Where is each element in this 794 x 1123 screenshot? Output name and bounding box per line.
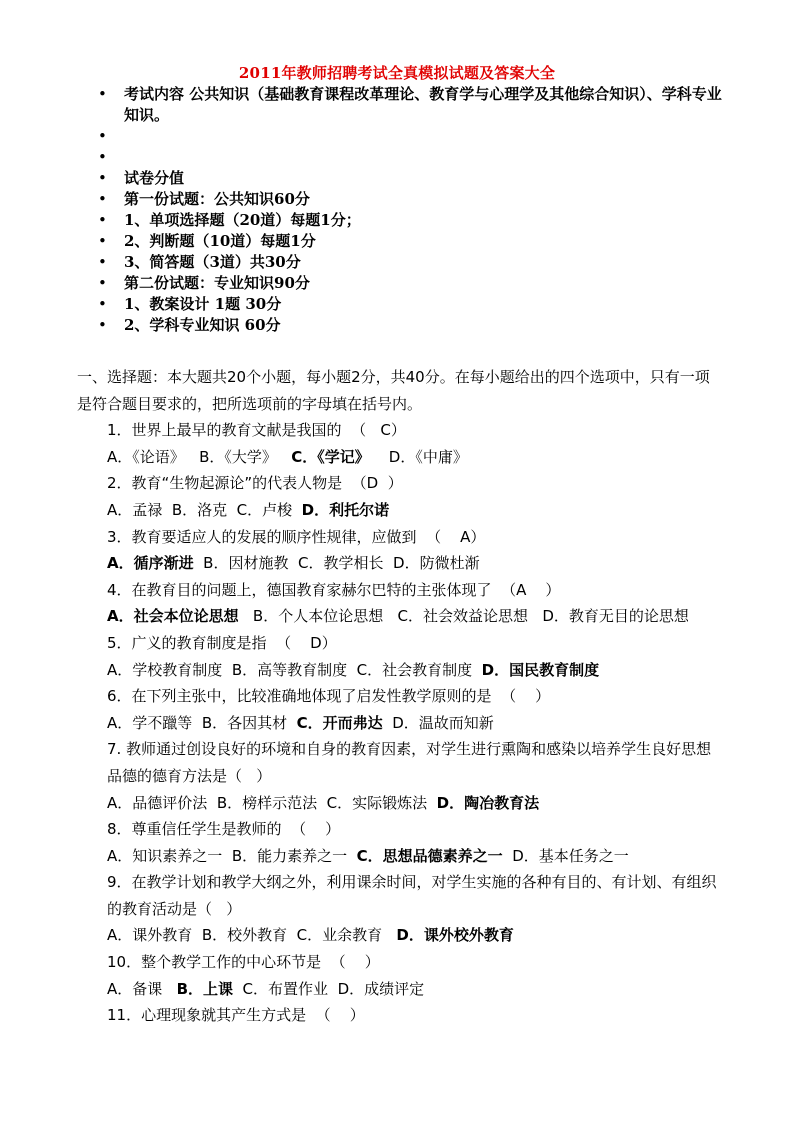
question-stem: 3．教育要适应人的发展的顺序性规律，应做到 （ A） xyxy=(107,527,486,546)
question-options xyxy=(77,790,719,817)
answer-option: B．能力素养之一 xyxy=(231,846,357,865)
answer-option-correct: C．思想品德素养之一 xyxy=(356,846,503,865)
question-stem: 2．教育“生物起源论”的代表人物是 （D ） xyxy=(107,474,403,493)
question-options xyxy=(77,657,719,684)
question-stem: 1．世界上最早的教育文献是我国的 （ C） xyxy=(107,421,406,440)
question-stem: 7. 教师通过创设良好的环境和自身的教育因素，对学生进行熏陶和感染以培养学生良好思想品德的德育方法是（ ） xyxy=(107,740,712,785)
answer-option-correct: D．利托尔诺 xyxy=(301,500,390,519)
multiple-choice-section xyxy=(77,364,719,1029)
question-stem: 11．心理现象就其产生方式是 （ ） xyxy=(107,1006,365,1025)
answer-option: A．备课 xyxy=(107,979,177,998)
answer-option: C．业余教育 xyxy=(296,926,397,945)
answer-option: B．《大学》 xyxy=(199,447,292,466)
outline-item: • 2、判断题（10道）每题1分 xyxy=(98,231,728,252)
outline-item: • 1、教案设计 1题 30分 xyxy=(98,294,728,315)
answer-option: B．各因其材 xyxy=(201,713,297,732)
answer-option: C．实际锻炼法 xyxy=(326,793,437,812)
outline-item xyxy=(98,126,728,147)
answer-option-correct: B．上课 xyxy=(176,979,234,998)
outline-item: • 第二份试题：专业知识90分 xyxy=(98,273,728,294)
answer-option: A．孟禄 xyxy=(107,500,172,519)
answer-option: B．因材施教 xyxy=(193,554,298,573)
answer-option-correct: A．社会本位论思想 xyxy=(107,607,239,626)
answer-option: B．校外教育 xyxy=(201,926,297,945)
section-intro: 一、选择题：本大题共20个小题，每小题2分，共40分。在每小题给出的四个选项中，只有一项是符合题目要求的，把所选项前的字母填在括号内。 xyxy=(77,368,710,413)
answer-option: A．《论语》 xyxy=(107,447,200,466)
question-options xyxy=(77,550,719,577)
answer-option-correct: D．国民教育制度 xyxy=(481,660,600,679)
answer-option: D．防微杜渐 xyxy=(393,554,480,573)
answer-option-correct: C．《学记》 xyxy=(291,447,370,466)
answer-option: B．个人本位论思想 xyxy=(238,607,398,626)
answer-option: A．品德评价法 xyxy=(107,793,217,812)
exam-outline-list xyxy=(98,84,728,336)
question-stem: 5．广义的教育制度是指 （ D） xyxy=(107,633,337,652)
answer-option: B．高等教育制度 xyxy=(231,660,357,679)
answer-option: D．基本任务之一 xyxy=(502,846,629,865)
answer-option: C．社会效益论思想 xyxy=(397,607,543,626)
document-title: 2011年教师招聘考试全真模拟试题及答案大全 xyxy=(238,64,556,82)
answer-option: C．社会教育制度 xyxy=(356,660,482,679)
answer-option-correct: D．课外校外教育 xyxy=(396,926,514,945)
question-options xyxy=(77,497,719,524)
answer-option-correct: A．循序渐进 xyxy=(107,554,194,573)
answer-option: D．《中庸》 xyxy=(369,447,468,466)
question-stem: 6．在下列主张中，比较准确地体现了启发性教学原则的是 （ ） xyxy=(107,687,551,706)
answer-option: C．卢梭 xyxy=(236,500,302,519)
answer-option: A．学校教育制度 xyxy=(107,660,232,679)
answer-option: C．布置作业 xyxy=(233,979,338,998)
answer-option: D．教育无目的论思想 xyxy=(542,607,689,626)
question-stem: 4．在教育目的问题上，德国教育家赫尔巴特的主张体现了 （A ） xyxy=(107,580,561,599)
outline-item: • 2、学科专业知识 60分 xyxy=(98,315,728,336)
question-options xyxy=(77,710,719,737)
answer-option: B．榜样示范法 xyxy=(216,793,327,812)
question-options xyxy=(77,444,719,471)
answer-option: A．学不躐等 xyxy=(107,713,202,732)
question-stem: 9．在教学计划和教学大纲之外，利用课余时间，对学生实施的各种有目的、有计划、有组织的教育活动是（ ） xyxy=(107,873,717,918)
answer-option: B．洛克 xyxy=(171,500,237,519)
outline-item: • 试卷分值 xyxy=(98,168,728,189)
answer-option-correct: D．陶冶教育法 xyxy=(436,793,540,812)
outline-item: • 考试内容 公共知识（基础教育课程改革理论、教育学与心理学及其他综合知识）、学科专业知识。 xyxy=(98,84,728,126)
question-options xyxy=(77,603,719,630)
answer-option: A．知识素养之一 xyxy=(107,846,232,865)
answer-option: D．成绩评定 xyxy=(337,979,425,998)
question-options xyxy=(77,976,719,1003)
answer-option: A．课外教育 xyxy=(107,926,202,945)
outline-item: • 第一份试题：公共知识60分 xyxy=(98,189,728,210)
question-stem: 10．整个教学工作的中心环节是 （ ） xyxy=(107,953,380,972)
answer-option-correct: C．开而弗达 xyxy=(296,713,383,732)
outline-item: • 1、单项选择题（20道）每题1分； xyxy=(98,210,728,231)
answer-option: D．温故而知新 xyxy=(382,713,494,732)
outline-item: • 3、简答题（3道）共30分 xyxy=(98,252,728,273)
question-options xyxy=(77,843,719,870)
question-options xyxy=(77,922,719,949)
outline-item xyxy=(98,147,728,168)
question-stem: 8．尊重信任学生是教师的 （ ） xyxy=(107,820,341,839)
answer-option: C．教学相长 xyxy=(298,554,394,573)
